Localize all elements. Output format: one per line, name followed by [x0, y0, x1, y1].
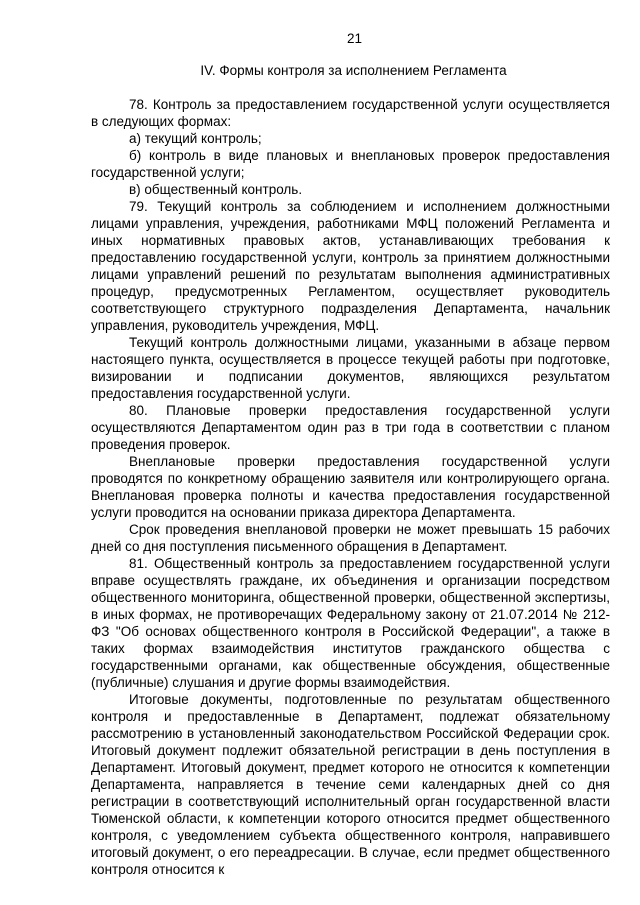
paragraph-79: 79. Текущий контроль за соблюдением и исполнением должностными лицами управления, учреждения, работниками МФЦ положений Регламента и иных нормативных правовых актов, устанавливающих требования к предоставлению государственной услуги, контроль за принятием должностными лицами управлений решений по результатам выполнения административных процедур, предусмотренных Регламентом, осуществляет руководитель соответствующего структурного подразделения Департамента, начальник управления, руководитель учреждения, МФЦ.: [91, 199, 610, 333]
document-page: [91, 30, 610, 878]
paragraph-80-unscheduled: Внеплановые проверки предоставления государственной услуги проводятся по конкретному обращению заявителя или контролирующего органа. Внеплановая проверка полноты и качества предоставления государственной услуги проводится на основании приказа директора Департамента.: [91, 454, 610, 520]
paragraph-79-continued: Текущий контроль должностными лицами, указанными в абзаце первом настоящего пункта, осуществляется в процессе текущей работы при подготовке, визировании и подписании документов, являющихся результатом предоставления государственной услуги.: [91, 335, 610, 401]
list-item-c: в) общественный контроль.: [129, 182, 303, 197]
paragraph-81: 81. Общественный контроль за предоставлением государственной услуги вправе осуществлять граждане, их объединения и организации посредством общественного мониторинга, общественной проверки, общественной экспертизы, в иных формах, не противоречащих Федеральному закону от 21.07.2014 № 212-ФЗ "Об основах общественного контроля в Российской Федерации", а также в таких формах взаимодействия институтов гражданского общества с государственными органами, как общественные обсуждения, общественные (публичные) слушания и другие формы взаимодействия.: [91, 556, 610, 690]
page-number: 21: [346, 31, 363, 46]
list-item-b: б) контроль в виде плановых и внеплановых проверок предоставления государственной услуги;: [91, 148, 610, 180]
paragraph-80: 80. Плановые проверки предоставления государственной услуги осуществляются Департаментом один раз в три года в соответствии с планом проведения проверок.: [91, 403, 610, 452]
list-item-a: а) текущий контроль;: [129, 131, 262, 146]
section-title: IV. Формы контроля за исполнением Регламента: [200, 63, 507, 78]
paragraph-80-term: Срок проведения внеплановой проверки не может превышать 15 рабочих дней со дня поступления письменного обращения в Департамент.: [91, 522, 610, 554]
paragraph-81-final-documents: Итоговые документы, подготовленные по результатам общественного контроля и предоставленные в Департамент, подлежат обязательному рассмотрению в установленный законодательством Российской Федерации срок. Итоговый документ подлежит обязательной регистрации в день поступления в Департамент. Итоговый документ, предмет которого не относится к компетенции Департамента, направляется в течение семи календарных дней со дня регистрации в соответствующий исполнительный орган государственной власти Тюменской области, к компетенции которого относится предмет общественного контроля, с уведомлением субъекта общественного контроля, направившего итоговый документ, о его переадресации. В случае, если предмет общественного контроля относится к: [91, 692, 610, 877]
paragraph-78: 78. Контроль за предоставлением государственной услуги осуществляется в следующих формах:: [91, 97, 610, 129]
